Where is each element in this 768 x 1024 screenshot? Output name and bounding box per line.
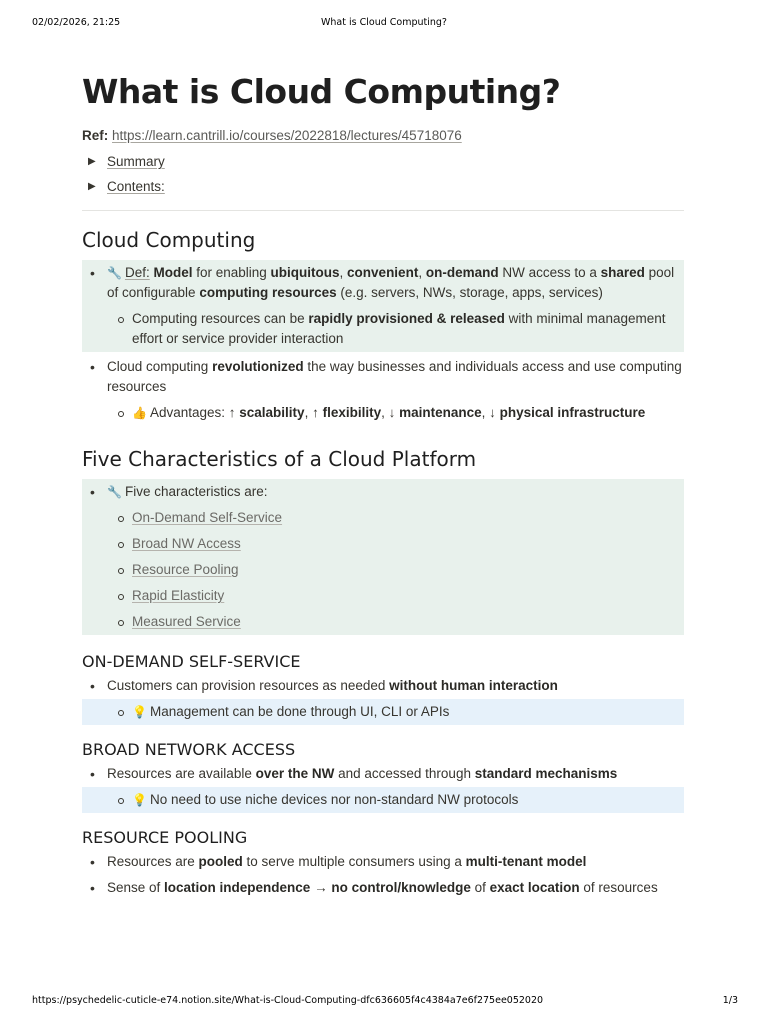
- bulb-icon: 💡: [132, 705, 147, 719]
- list-item-def-child: Computing resources can be rapidly provisioned & released with minimal management effort or service provider interaction: [82, 309, 684, 349]
- callout-definition: [82, 260, 684, 352]
- callout-broad-network-tip: [82, 787, 684, 813]
- wrench-icon: 🔧: [107, 266, 122, 280]
- thumbs-up-icon: 👍: [132, 406, 147, 420]
- list-item-characteristic[interactable]: [82, 560, 684, 580]
- toggle-triangle-icon: ▶: [88, 156, 96, 167]
- list-item-location: • Sense of location independence → no control/knowledge of exact location of resources: [82, 878, 684, 898]
- list-item-characteristic[interactable]: [82, 586, 684, 606]
- def-label: Def:: [124, 265, 150, 280]
- callout-five-characteristics: [82, 479, 684, 635]
- list-item-advantages: 👍 Advantages: ↑ scalability, ↑ flexibility, ↓ maintenance, ↓ physical infrastructure: [82, 403, 684, 423]
- list-item-characteristic[interactable]: [82, 612, 684, 632]
- toggle-contents-label[interactable]: Contents:: [107, 179, 165, 194]
- ref-line: [82, 126, 684, 146]
- print-date: 02/02/2026, 21:25: [32, 17, 121, 28]
- print-url: https://psychedelic-cuticle-e74.notion.site/What-is-Cloud-Computing-dfc636605f4c4384a7e6f275ee052020: [32, 995, 544, 1006]
- heading-cloud-computing: Cloud Computing: [82, 228, 256, 252]
- heading-broad-network: BROAD NETWORK ACCESS: [82, 740, 296, 759]
- print-title: What is Cloud Computing?: [321, 17, 447, 28]
- page-title: What is Cloud Computing?: [82, 72, 561, 111]
- ref-label: Ref:: [82, 128, 109, 143]
- heading-five-characteristics: Five Characteristics of a Cloud Platform: [82, 447, 477, 471]
- link-broad-nw-access[interactable]: Broad NW Access: [132, 536, 241, 551]
- page-content: [82, 70, 684, 898]
- list-item-characteristic[interactable]: [82, 534, 684, 554]
- list-item-broad-network: • Resources are available over the NW and accessed through standard mechanisms: [82, 764, 684, 784]
- heading-resource-pooling: RESOURCE POOLING: [82, 828, 248, 847]
- list-item-definition: • 🔧 Def: Model for enabling ubiquitous, convenient, on-demand NW access to a shared pool of configurable computing resources (e.g. servers, NWs, storage, apps, services): [82, 263, 684, 303]
- list-item-revolution: • Cloud computing revolutionized the way businesses and individuals access and use computing resources: [82, 357, 684, 397]
- toggle-triangle-icon: ▶: [88, 181, 96, 192]
- link-rapid-elasticity[interactable]: Rapid Elasticity: [132, 588, 225, 603]
- list-item-tip: 💡 Management can be done through UI, CLI or APIs: [82, 702, 684, 722]
- ref-link[interactable]: https://learn.cantrill.io/courses/2022818/lectures/45718076: [112, 128, 462, 143]
- toggle-summary-label[interactable]: Summary: [107, 154, 165, 169]
- list-item-on-demand: • Customers can provision resources as needed without human interaction: [82, 676, 684, 696]
- link-resource-pooling[interactable]: Resource Pooling: [132, 562, 239, 577]
- print-header: [0, 17, 768, 31]
- list-item-five-intro: • 🔧 Five characteristics are:: [82, 482, 684, 502]
- list-item-pooled: • Resources are pooled to serve multiple consumers using a multi-tenant model: [82, 852, 684, 872]
- bulb-icon: 💡: [132, 793, 147, 807]
- link-on-demand-self-service[interactable]: On-Demand Self-Service: [132, 510, 283, 525]
- toggle-summary[interactable]: [82, 152, 684, 172]
- divider: [82, 210, 684, 211]
- list-item-tip: 💡 No need to use niche devices nor non-standard NW protocols: [82, 790, 684, 810]
- wrench-icon: 🔧: [107, 485, 122, 499]
- link-measured-service[interactable]: Measured Service: [132, 614, 241, 629]
- page-number: 1/3: [722, 995, 738, 1006]
- list-item-characteristic[interactable]: [82, 508, 684, 528]
- callout-on-demand-tip: [82, 699, 684, 725]
- toggle-contents[interactable]: [82, 177, 684, 197]
- heading-on-demand: ON-DEMAND SELF-SERVICE: [82, 652, 301, 671]
